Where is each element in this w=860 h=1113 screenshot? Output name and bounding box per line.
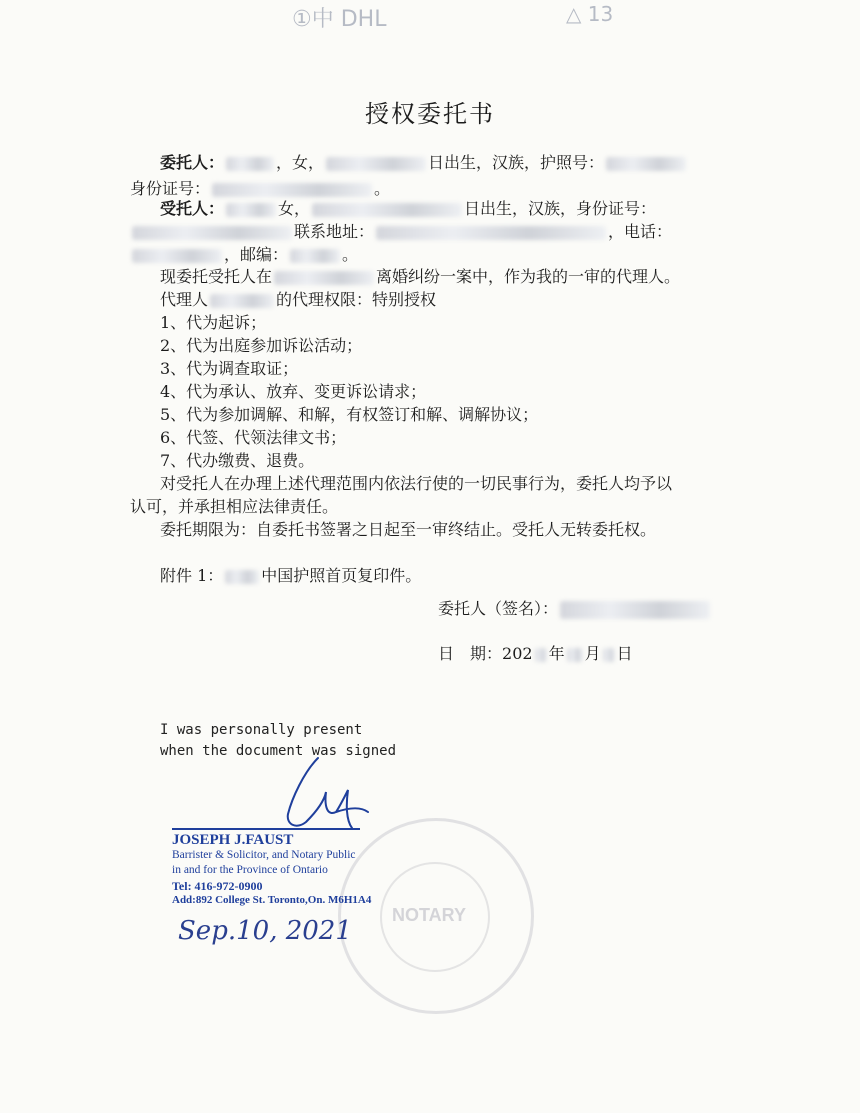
- scope-item-5: 5、代为参加调解、和解，有权签订和解、调解协议；: [160, 405, 539, 424]
- agent-label: 受托人：: [160, 199, 225, 218]
- scope-item-3: 3、代为调查取证；: [160, 359, 299, 378]
- redacted-agent-name: [226, 203, 276, 217]
- redacted-id: [212, 183, 372, 197]
- agent-postcode-label: ，邮编：: [224, 245, 289, 264]
- notary-note-line-1: I was personally present: [160, 722, 363, 738]
- scope-item-1: 1、代为起诉；: [160, 313, 267, 332]
- redacted-agent-name-2: [210, 294, 274, 308]
- acknowledgement-line-2: 认可，并承担相应法律责任。: [130, 497, 339, 516]
- attachment-line: [160, 563, 421, 586]
- scope-item-4: 4、代为承认、放弃、变更诉讼请求；: [160, 382, 427, 401]
- attachment-text: 中国护照首页复印件。: [261, 566, 422, 585]
- agent-line-1: [160, 196, 656, 219]
- redacted-agent-address: [376, 226, 606, 240]
- redacted-year-digit: [535, 648, 547, 662]
- redacted-passport: [606, 157, 686, 171]
- attachment-label: 附件 1：: [160, 566, 224, 585]
- signature-year-suffix: 年: [548, 644, 565, 663]
- notary-address: Add:892 College St. Toronto,On. M6H1A4: [172, 894, 372, 906]
- term-line: 委托期限为：自委托书签署之日起至一审终结止。受托人无转委托权。: [160, 520, 657, 539]
- redacted-agent-id: [132, 226, 292, 240]
- header-note-left: ①中 DHL: [292, 7, 387, 32]
- principal-id-end: 。: [374, 179, 391, 198]
- scope-item-7: 7、代办缴费、退费。: [160, 451, 315, 470]
- scope-line: [160, 287, 436, 310]
- signature-date-label: 日 期：: [438, 644, 503, 663]
- principal-line-1: [160, 150, 688, 173]
- signature-date-line: [438, 641, 633, 664]
- scope-part-b: 的代理权限：特别授权: [276, 290, 437, 309]
- signature-label: 委托人（签名）：: [438, 599, 559, 618]
- signature-date-year: 202: [502, 644, 533, 663]
- agent-address-label: 联系地址：: [294, 222, 375, 241]
- principal-id-label: 身份证号：: [130, 179, 211, 198]
- signature-month-suffix: 月: [584, 644, 601, 663]
- redacted-agent-postcode: [290, 249, 340, 263]
- header-note-right: △ 13: [566, 2, 614, 26]
- redacted-agent-birthdate: [312, 203, 462, 217]
- notary-seal-text: NOTARY: [392, 905, 466, 925]
- principal-text-1: ，女，: [276, 153, 325, 172]
- principal-label: 委托人：: [160, 153, 225, 172]
- redacted-attachment-name: [225, 570, 259, 584]
- redacted-party: [274, 271, 374, 285]
- document-title: 授权委托书: [365, 100, 495, 128]
- redacted-day: [603, 648, 615, 662]
- acknowledgement-line-1: 对受托人在办理上述代理范围内依法行使的一切民事行为，委托人均予以: [160, 474, 673, 493]
- redacted-name: [226, 157, 274, 171]
- intro-line: [160, 264, 680, 287]
- scope-item-2: 2、代为出庭参加诉讼活动；: [160, 336, 363, 355]
- agent-line-3: [130, 242, 358, 265]
- scope-item-6: 6、代签、代领法律文书；: [160, 428, 347, 447]
- intro-part-a: 现委托受托人在: [160, 267, 273, 286]
- notary-signature-icon: [270, 750, 390, 840]
- scope-part-a: 代理人: [160, 290, 209, 309]
- notary-title-line-2: in and for the Province of Ontario: [172, 864, 328, 876]
- principal-text-2: 日出生，汉族，护照号：: [428, 153, 605, 172]
- redacted-birthdate: [326, 157, 426, 171]
- redacted-signature: [560, 601, 710, 619]
- agent-postcode-end: 。: [342, 245, 359, 264]
- notary-name: JOSEPH J.FAUST: [172, 828, 360, 849]
- redacted-month: [567, 648, 583, 662]
- agent-line-2: [130, 219, 672, 242]
- agent-phone-label: ，电话：: [608, 222, 673, 241]
- agent-text-2: 日出生，汉族，身份证号：: [464, 199, 657, 218]
- notary-phone: Tel: 416-972-0900: [172, 879, 263, 893]
- signature-day-suffix: 日: [616, 644, 633, 663]
- notary-title-line-1: Barrister & Solicitor, and Notary Public: [172, 849, 356, 861]
- notary-handwritten-date: Sep.10, 2021: [178, 916, 352, 946]
- agent-text-1: 女，: [278, 199, 311, 218]
- signature-line: [438, 596, 712, 619]
- notary-note-line-2: when the document was signed: [160, 743, 397, 759]
- redacted-agent-phone: [132, 249, 222, 263]
- intro-part-b: 离婚纠纷一案中，作为我的一审的代理人。: [376, 267, 681, 286]
